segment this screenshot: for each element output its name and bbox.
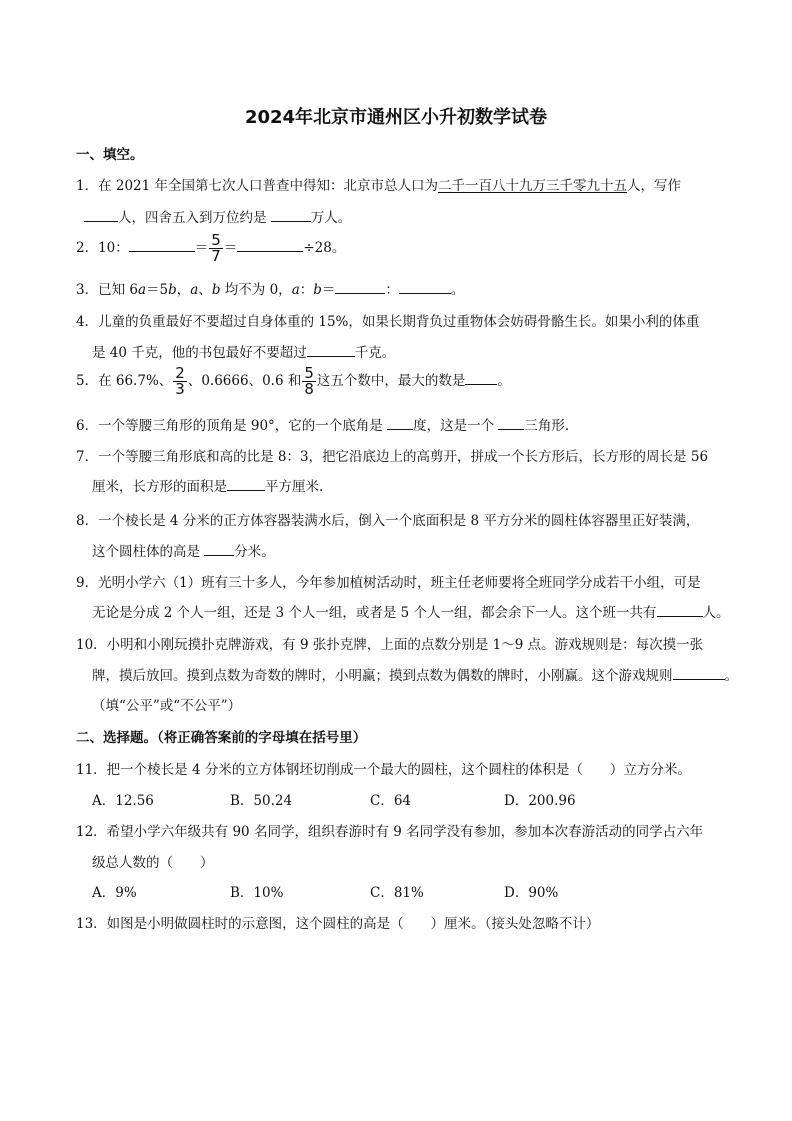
fraction-numerator: 5 <box>304 364 314 382</box>
question-4-text: 是 40 千克，他的书包最好不要超过 <box>92 345 307 361</box>
question-3-text: ： <box>299 282 314 298</box>
answer-blank[interactable] <box>335 281 385 294</box>
fraction-denominator: 8 <box>304 380 314 398</box>
question-5-text: 、0.6666、0.6 和 <box>187 373 302 389</box>
variable-a: a <box>291 282 300 298</box>
question-9-text: 无论是分成 2 个人一组，还是 3 个人一组，或者是 5 个人一组，都会余下一人。这个班一共有 <box>92 605 657 621</box>
section-heading-fill-in: 一、填空。 <box>76 147 144 163</box>
question-6-text: 6．一个等腰三角形的顶角是 90°，它的一个底角是 <box>76 418 388 434</box>
question-10-line-1: 10．小明和小刚玩摸扑克牌游戏，有 9 张扑克牌，上面的点数分别是 1～9 点。游戏规则是：每次摸一张 <box>76 637 704 653</box>
variable-b: b <box>313 282 322 298</box>
question-5-text: 这五个数中，最大的数是 <box>316 373 466 389</box>
question-4-text-end: 千克。 <box>354 345 396 361</box>
question-8-line-2 <box>92 540 275 560</box>
question-5-text-end: 。 <box>497 373 511 389</box>
fraction-2-3 <box>173 366 187 397</box>
question-10-line-2 <box>92 664 738 684</box>
option-d[interactable]: D．90% <box>504 885 559 901</box>
answer-blank[interactable] <box>204 543 234 556</box>
question-7-text: 厘米，长方形的面积是 <box>92 479 227 495</box>
question-11: 11．把一个棱长是 4 分米的立方体钢坯切削成一个最大的圆柱，这个圆柱的体积是（ ）立方分米。 <box>76 762 691 778</box>
page-title: 2024年北京市通州区小升初数学试卷 <box>244 107 548 128</box>
question-9-text-end: 人。 <box>702 605 730 621</box>
question-9-line-2 <box>92 601 730 621</box>
option-b[interactable]: B．10% <box>230 885 284 901</box>
option-a[interactable]: A．12.56 <box>92 793 154 809</box>
question-3-text: 3．已知 6 <box>76 282 138 298</box>
question-12-line-1: 12．希望小学六年级共有 90 名同学，组织春游时有 9 名同学没有参加，参加本次春游活动的同学占六年 <box>76 824 704 840</box>
fraction-5-8 <box>302 366 316 397</box>
question-1-underlined-number: 二千一百八十九万三千零九十五 <box>438 178 628 194</box>
section-heading-multiple-choice: 二、选择题。（将正确答案前的字母填在括号里） <box>76 730 367 746</box>
question-2-text-end: ÷28。 <box>303 240 346 256</box>
variable-a: a <box>137 282 147 298</box>
answer-blank[interactable] <box>227 478 265 491</box>
answer-blank[interactable] <box>399 281 451 294</box>
option-c[interactable]: C．81% <box>370 885 424 901</box>
question-5-text: 5．在 66.7%、 <box>76 373 173 389</box>
question-3-text: ＝5 <box>146 282 169 298</box>
variable-a: a <box>190 282 199 298</box>
answer-blank[interactable] <box>387 417 413 430</box>
question-1-line-1 <box>76 174 681 194</box>
option-a[interactable]: A．9% <box>92 885 137 901</box>
question-13: 13．如图是小明做圆柱时的示意图，这个圆柱的高是（ ）厘米。（接头处忽略不计） <box>76 916 600 932</box>
fraction-denominator: 7 <box>211 247 221 265</box>
question-7-line-1: 7．一个等腰三角形底和高的比是 8：3，把它沿底边上的高剪开，拼成一个长方形后，长方形的周长是 56 <box>76 449 709 465</box>
question-10-line-3: （填“公平”或“不公平”） <box>92 698 242 714</box>
option-b[interactable]: B．50.24 <box>230 793 293 809</box>
question-4-line-1: 4．儿童的负重最好不要超过自身体重的 15%，如果长期背负过重物体会妨碍骨骼生长。如果小利的体重 <box>76 314 700 330</box>
equals-sign: ＝ <box>223 240 238 256</box>
answer-blank[interactable] <box>84 209 118 222</box>
answer-blank[interactable] <box>307 344 355 357</box>
fraction-numerator: 5 <box>211 231 221 249</box>
answer-blank[interactable] <box>237 239 303 252</box>
answer-blank[interactable] <box>673 667 725 680</box>
question-2-text: 2．10： <box>76 240 129 256</box>
answer-blank[interactable] <box>129 239 195 252</box>
variable-b: b <box>211 282 221 298</box>
question-1-text-3: 万人。 <box>310 210 352 226</box>
variable-b: b <box>168 282 177 298</box>
question-12-line-2: 级总人数的（ ） <box>92 855 214 871</box>
question-3-text: 均不为 0， <box>220 282 292 298</box>
question-6 <box>76 414 569 434</box>
question-6-text-end: 三角形. <box>524 418 570 434</box>
fraction-denominator: 3 <box>175 380 185 398</box>
question-4-line-2 <box>92 341 395 361</box>
answer-blank[interactable] <box>657 604 703 617</box>
question-1-text-2: 人，四舍五入到万位约是 <box>118 210 267 226</box>
question-5 <box>76 366 511 397</box>
question-9-line-1: 9．光明小学六（1）班有三十多人，今年参加植树活动时，班主任老师要将全班同学分成若干小组，可是 <box>76 575 701 591</box>
question-3-text: 。 <box>450 282 465 298</box>
question-7-text-end: 平方厘米. <box>265 479 324 495</box>
question-10-text: 牌，摸后放回。摸到点数为奇数的牌时，小明赢；摸到点数为偶数的牌时，小刚赢。这个游戏规则 <box>92 668 673 684</box>
question-3-text: 、 <box>198 282 212 298</box>
question-8-line-1: 8．一个棱长是 4 分米的正方体容器装满水后，倒入一个底面积是 8 平方分米的圆柱体容器里正好装满， <box>76 513 700 529</box>
question-1-line-2 <box>84 206 351 226</box>
question-1-text: 1．在 2021 年全国第七次人口普查中得知：北京市总人口为 <box>76 178 439 194</box>
question-3-text: ＝ <box>321 282 336 298</box>
answer-blank[interactable] <box>498 417 524 430</box>
question-2 <box>76 233 345 264</box>
question-3-text: ： <box>385 282 399 298</box>
answer-blank[interactable] <box>465 372 497 385</box>
question-8-text: 这个圆柱体的高是 <box>92 544 205 560</box>
question-7-line-2 <box>92 475 323 495</box>
answer-blank[interactable] <box>271 209 311 222</box>
equals-sign: ＝ <box>194 240 209 256</box>
option-c[interactable]: C．64 <box>370 793 412 809</box>
question-8-text-end: 分米。 <box>234 544 275 560</box>
question-1-text-end: 人，写作 <box>627 178 682 194</box>
question-10-text-end: 。 <box>724 668 738 684</box>
question-3 <box>76 278 464 298</box>
question-3-text: ， <box>176 282 191 298</box>
fraction-numerator: 2 <box>175 364 185 382</box>
question-6-text: 度，这是一个 <box>413 418 499 434</box>
fraction-5-7 <box>209 233 223 264</box>
option-d[interactable]: D．200.96 <box>504 793 576 809</box>
